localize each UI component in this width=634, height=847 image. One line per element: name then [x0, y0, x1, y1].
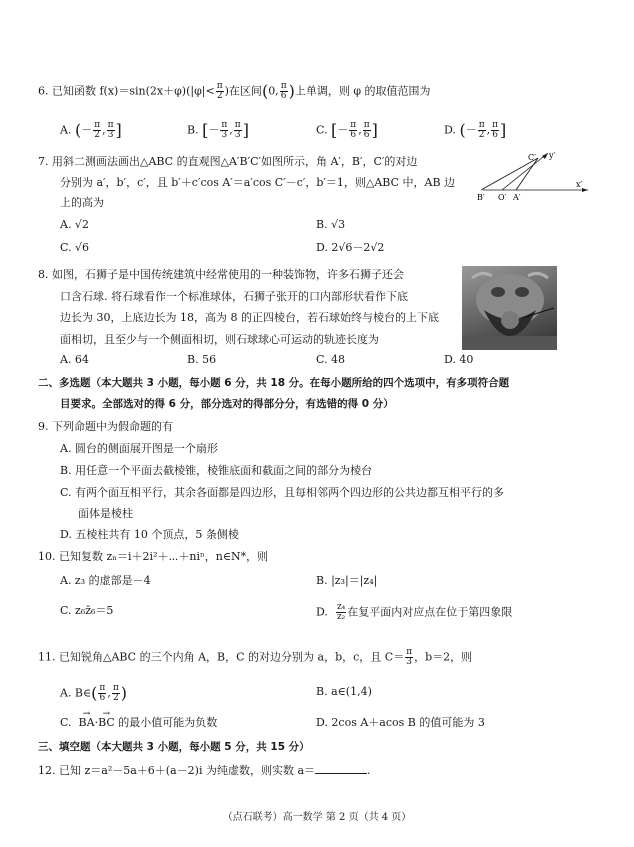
q11-option-c: C. → BA·→ BC 的最小值可能为负数 [60, 716, 217, 730]
q6-option-d: D. (－ $\frac{\pi}{2}$ , $\frac{\pi}{6}$ ] [444, 120, 507, 140]
q10-option-a: A. z₃ 的虚部是－4 [60, 574, 151, 587]
q11-option-a: A. B∈( $\frac{\pi}{6}$ , $\frac{\pi}{2}$ ) [60, 683, 128, 703]
q11-option-b: B. a∈(1,4) [316, 685, 372, 698]
label-x: x′ [576, 180, 583, 189]
label-y: y′ [549, 151, 556, 160]
q7-oblique-figure [478, 148, 598, 208]
q8-option-d: D. 40 [444, 353, 474, 366]
q8-option-b: B. 56 [187, 353, 217, 366]
label-o: O′ [498, 193, 507, 202]
q11-option-d: D. 2cos A＋acos B 的值可能为 3 [316, 716, 485, 729]
label-b: B′ [477, 193, 485, 202]
section-2-header-line-2: 目要求。全部选对的得 6 分，部分选对的得部分分，有选错的得 0 分） [60, 398, 394, 410]
q12-answer-blank[interactable] [315, 762, 367, 774]
q7-option-d: D. 2√6－2√2 [316, 241, 385, 254]
q9-stem: 9. 下列命题中为假命题的有 [38, 420, 173, 433]
q6-stem-c: 上单调，则 φ 的取值范围为 [294, 84, 431, 98]
q8-line-1: 8. 如图，石狮子是中国传统建筑中经常使用的一种装饰物，许多石狮子还会 [38, 268, 404, 281]
q6-option-b: B. [－ $\frac{\pi}{3}$ , $\frac{\pi}{3}$ ] [187, 120, 249, 140]
q9-option-c-line-2: 面体是棱柱 [78, 507, 133, 520]
q6-option-c: C. [－ $\frac{\pi}{6}$ , $\frac{\pi}{6}$ ] [316, 120, 378, 140]
q7-line-3: 上的高为 [60, 196, 104, 209]
q6-option-a: A. (－ $\frac{\pi}{2}$ , $\frac{\pi}{3}$ ] [60, 120, 122, 140]
q9-option-d: D. 五棱柱共有 10 个顶点，5 条侧棱 [60, 528, 239, 541]
q7-line-2: 分别为 a′，b′，c′，且 b′＋c′cos A′＝a′cos C′－c′，b′＝1，则△ABC 中，AB 边 [60, 176, 456, 189]
q11-stem: 11. 已知锐角△ABC 的三个内角 A，B，C 的对边分别为 a，b，c，且 C＝ $\frac{\pi}{3}$ ，b＝2，则 [38, 647, 473, 667]
section-3-header: 三、填空题（本大题共 3 小题，每小题 5 分，共 15 分） [38, 741, 310, 753]
q8-option-a: A. 64 [60, 353, 89, 366]
q9-option-b: B. 用任意一个平面去截棱锥，棱锥底面和截面之间的部分为棱台 [60, 464, 373, 477]
label-a: A′ [513, 193, 521, 202]
q8-line-2: 口含石球. 将石球看作一个标准球体，石狮子张开的口内部形状看作下底 [60, 290, 408, 303]
label-c: C′ [528, 153, 536, 162]
q7-option-a: A. √2 [60, 218, 89, 231]
q6-stem: 6. 已知函数 f(x)＝sin(2x＋φ)(|φ|< $\frac{\pi}{2}$ )在区间(0, $\frac{\pi}{6}$ )上单调，则 φ 的取值范围为 [38, 81, 431, 101]
q8-option-c: C. 48 [316, 353, 346, 366]
q6-stem-a: 6. 已知函数 f(x)＝sin(2x＋φ)(|φ|< [38, 84, 215, 98]
q10-option-b: B. |z₃|＝|z₄| [316, 574, 378, 587]
q8-line-3: 边长为 30，上底边长为 18，高为 8 的正四棱台，若石球始终与棱台的上下底 [60, 311, 439, 324]
q9-option-a: A. 圆台的侧面展开图是一个扇形 [60, 442, 218, 455]
q8-line-4: 面相切，且至少与一个侧面相切，则石球球心可运动的轨迹长度为 [60, 333, 379, 346]
q12-stem: 12. 已知 z＝a²－5a＋6＋(a－2)i 为纯虚数，则实数 a＝ . [38, 764, 371, 777]
q10-option-c: C. z₆z̄₆＝5 [60, 604, 114, 617]
q7-option-b: B. √3 [316, 218, 346, 231]
q10-option-d: D. $\frac{\text{z₄}}{\text{z₂}}$ 在复平面内对应点在位于第四象限 [316, 602, 513, 622]
q9-option-c-line-1: C. 有两个面互相平行，其余各面都是四边形，且每相邻两个四边形的公共边都互相平行的多 [60, 486, 505, 499]
q6-frac-pi-2: $\frac{\pi}{2}$ [216, 81, 223, 101]
q6-stem-b: )在区间 [224, 84, 262, 98]
q7-option-c: C. √6 [60, 241, 90, 254]
page-footer: （点石联考）高一数学 第 2 页（共 4 页） [222, 812, 412, 823]
section-2-header-line-1: 二、多选题（本大题共 3 小题，每小题 6 分，共 18 分。在每小题所给的四个选项中，有多项符合题 [38, 377, 510, 389]
q10-stem: 10. 已知复数 zₙ＝i＋2i²＋⋯＋niⁿ，n∈N*，则 [38, 550, 269, 563]
q7-line-1: 7. 用斜二测画法画出△ABC 的直观图△A′B′C′如图所示，角 A′，B′，C′的对边 [38, 155, 418, 168]
stone-lion-photo [462, 266, 557, 350]
